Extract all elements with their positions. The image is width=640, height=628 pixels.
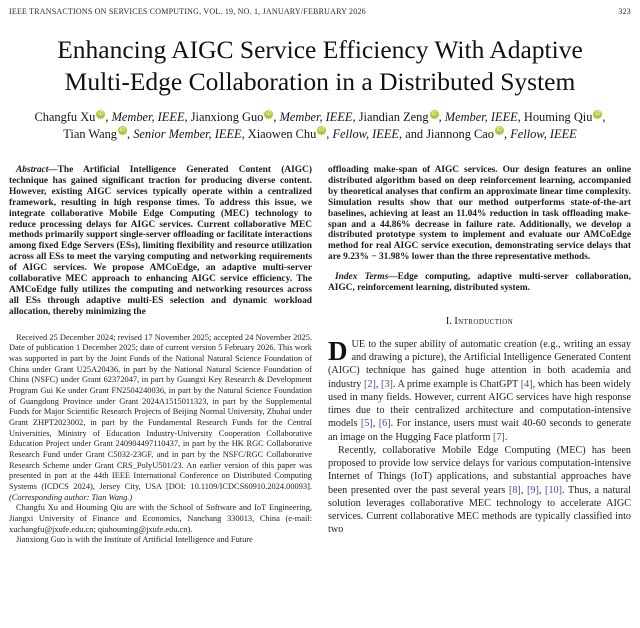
text-segment: Member, IEEE bbox=[444, 110, 518, 125]
text-segment: , bbox=[438, 110, 445, 125]
left-column bbox=[9, 165, 312, 546]
index-terms bbox=[328, 272, 631, 294]
paper-title bbox=[0, 34, 640, 97]
text-segment: Changfu Xu bbox=[34, 110, 96, 125]
citation-link[interactable]: [5] bbox=[360, 418, 373, 430]
right-column bbox=[328, 165, 631, 546]
text-segment: . For instance, users must wait 40-60 seconds to generate an image on the Hugging Face platform bbox=[328, 418, 632, 443]
orcid-icon[interactable]: iD bbox=[319, 127, 325, 134]
text-segment: , and Jiannong Cao bbox=[399, 126, 494, 141]
section-number: I. bbox=[445, 315, 452, 327]
text-segment: , which has been widely used in many fields. However, current AIGC services have high response times due to their centralized architecture and computation-intensive models bbox=[328, 378, 631, 430]
text-segment: , Jianxiong Guo bbox=[184, 110, 264, 125]
orcid-icon[interactable]: iD bbox=[266, 111, 272, 118]
text-segment: , bbox=[602, 110, 606, 125]
text-segment: , bbox=[273, 110, 280, 125]
text-segment: , bbox=[504, 126, 511, 141]
text-segment: , bbox=[326, 126, 333, 141]
citation-link[interactable]: [3] bbox=[381, 378, 393, 390]
text-segment: Fellow, IEEE bbox=[332, 126, 400, 141]
citation-link[interactable]: [8] bbox=[508, 484, 521, 496]
author-block bbox=[0, 109, 640, 142]
text-segment: , bbox=[105, 110, 112, 125]
text-segment: UE to the super ability of automatic creation (e.g., writing an essay and drawing a picture), the Artificial Intelligence Generated Content (AIGC) technique has gained huge attention in both academia and industry bbox=[328, 338, 631, 390]
text-segment: Tian Wang bbox=[63, 126, 117, 141]
journal-name: IEEE TRANSACTIONS ON SERVICES COMPUTING, VOL. 19, NO. 1, JANUARY/FEBRUARY 2026 bbox=[9, 7, 366, 16]
citation-link[interactable]: [9] bbox=[526, 484, 539, 496]
orcid-icon[interactable]: iD bbox=[119, 127, 126, 134]
orcid-icon[interactable]: iD bbox=[595, 111, 601, 118]
intro-paragraph-2 bbox=[328, 444, 631, 537]
text-segment: , bbox=[538, 484, 546, 496]
orcid-icon[interactable]: iD bbox=[496, 127, 503, 134]
text-segment: , bbox=[375, 378, 382, 390]
abstract-paragraph-continued: offloading make-span of AIGC services. Our design features an online distributed algorithm based on deep reinforcement learning, accompanied by theoretical analyses that confirm an approximate linear time complexity. Simulation results show that our method outperforms state-of-the-art baselines, achieving at least an 11.04% reduction in task offloading make-span and a 44.86% decrease in failure rate. Additionally, we develop a distributed prototype system to implement and evaluate our AMCoEdge method for real AIGC service execution, demonstrating service delays that are 9.23% − 31.98% lower than the three representative methods. bbox=[328, 164, 631, 263]
abstract-label: Abstract— bbox=[16, 164, 58, 175]
two-column-body bbox=[0, 165, 640, 546]
text-segment: Received 25 December 2024; revised 17 November 2025; accepted 24 November 2025. Date of publication 1 December 2025; date of current version 5 February 2026. This work was supported in part by the Joint Funds of the National Natural Science Foundation of China under Grant U25A20436, in part by the National Natural Science Foundation of China (NSFC) under Grant 62372047, in part by Guangxi Key Research & Development Program Gui Ke under Grant FN2504240036, in part by the Natural Science Foundation of Guangdong Province under Grant 2024A1515011323, in part by the Supplemental Funds for Major Scientific Research Projects of Beijing Normal University, Zhuhai under Grant ZHPT2023002, in part by the Fundamental Research Funds for the Central Universities, Ministry of Education Industry-University Cooperation Collaborative Education Project under Grant 240904497110437, in part by the HK RGC Collaborative Research Fund under Grant C5032-23GF, and in part by the NSFC/RGC Collaborative Research Scheme under Grant CRS_PolyU501/23. An earlier version of this paper was presented in part at the 44th IEEE International Conference on Distributed Computing Systems (ICDCS 2024), Jersey City, USA [DOI: 10.1109/ICDCS60910.2024.00093]. bbox=[9, 332, 312, 492]
text-segment: , Jiandian Zeng bbox=[352, 110, 429, 125]
index-terms-label: Index Terms— bbox=[335, 272, 398, 283]
text-segment: , bbox=[127, 126, 134, 141]
citation-link[interactable]: [10] bbox=[545, 484, 563, 496]
text-segment: , bbox=[372, 418, 379, 430]
section-heading bbox=[328, 316, 631, 327]
text-segment: . Thus, a natural solution leverages collaborative MEC technology to accelerate AIGC services. Current collaborative MEC methods are typically classified into two bbox=[328, 484, 631, 536]
text-segment: Member, IEEE bbox=[111, 110, 185, 125]
abstract-paragraph bbox=[9, 165, 312, 318]
text-segment: . bbox=[504, 431, 508, 443]
citation-link[interactable]: [2] bbox=[364, 378, 376, 390]
section-title: Introduction bbox=[454, 315, 514, 327]
text-segment: , Houming Qiu bbox=[517, 110, 593, 125]
intro-paragraph-1-text bbox=[328, 335, 632, 443]
author-line-1 bbox=[0, 109, 640, 125]
abstract-text-left: The Artificial Intelligence Generated Content (AIGC) technique has gained significant traction for producing diverse content. However, existing AIGC services typically operate within a centralized framework, resulting in high response times. To address this issue, we integrate collaborative Mobile Edge Computing (MEC) technology to reduce processing delays for AIGC services. Current collaborative MEC methods primarily support single-server offloading or facilitate interactions among fixed Edge Servers (ESs), limiting flexibility and resource utilization across all ESs to meet the varying computing and networking requirements of AIGC services. We propose AMCoEdge, an adaptive multi-server collaborative MEC approach to enhancing AIGC service efficiency. The AMCoEdge fully utilizes the computing and networking resources across all ESs through adaptive multi-ES selection and dynamic workload allocation, thereby minimizing the bbox=[9, 164, 312, 317]
author-line-2 bbox=[0, 126, 640, 142]
paper-title-line-2: Multi-Edge Collaboration in a Distributed System bbox=[64, 66, 576, 96]
text-segment: Fellow, IEEE bbox=[510, 126, 577, 141]
orcid-icon[interactable]: iD bbox=[98, 111, 104, 118]
text-segment: Recently, collaborative Mobile Edge Computing (MEC) has been proposed to provide low service delays for various computation-intensive Internet of Things (IoT) applications, and substantial approaches have been presented over the past several years bbox=[328, 444, 631, 496]
intro-paragraph-1 bbox=[328, 335, 632, 444]
citation-link[interactable]: [6] bbox=[378, 418, 391, 430]
footnote-affiliation-2: Jianxiong Guo is with the Institute of Artificial Intelligence and Future bbox=[16, 535, 253, 545]
text-segment: Senior Member, IEEE bbox=[133, 126, 242, 141]
paper-title-line-1: Enhancing AIGC Service Efficiency With Adaptive bbox=[57, 35, 583, 64]
citation-link[interactable]: [7] bbox=[492, 431, 505, 443]
citation-link[interactable]: [4] bbox=[520, 378, 533, 390]
footnote-affiliation-1: Changfu Xu and Houming Qiu are with the School of Software and IoT Engineering, Jiangxi University of Finance and Economics, Nanchang 330013, China (e-mail: xuchangfu@jxufe.edu.cn; qiuhouming@jxufe.edu.cn). bbox=[9, 503, 312, 534]
text-segment: (Corresponding author: Tian Wang.) bbox=[9, 492, 133, 502]
index-terms-text: Edge computing, adaptive multi-server collaboration, AIGC, reinforcement learning, distributed system. bbox=[328, 272, 631, 294]
text-segment: Member, IEEE bbox=[279, 110, 353, 125]
text-segment: . A prime example is ChatGPT bbox=[392, 378, 521, 390]
footnote-block bbox=[9, 333, 312, 546]
orcid-icon[interactable]: iD bbox=[431, 111, 437, 118]
running-header bbox=[0, 0, 640, 16]
text-segment: , bbox=[520, 484, 527, 496]
drop-cap: D bbox=[328, 335, 348, 366]
page-number: 323 bbox=[618, 7, 631, 16]
text-segment: , Xiaowen Chu bbox=[241, 126, 317, 141]
footnote-received bbox=[9, 333, 312, 504]
